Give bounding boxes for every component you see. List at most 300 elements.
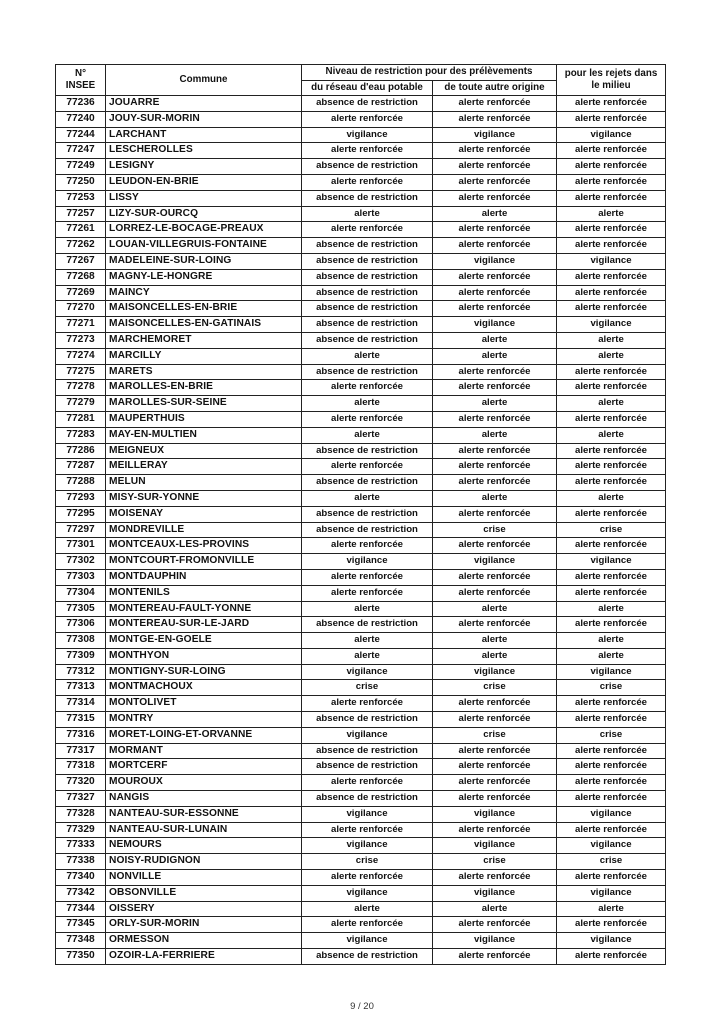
reseau-level-cell: alerte renforcée — [302, 538, 433, 554]
table-row — [56, 696, 666, 712]
table-row — [56, 633, 666, 649]
rejets-level-cell: alerte renforcée — [557, 96, 666, 112]
rejets-level-cell: alerte — [557, 601, 666, 617]
rejets-level-cell: alerte renforcée — [557, 569, 666, 585]
commune-name-cell: MOUROUX — [106, 775, 302, 791]
autre-level-cell: alerte renforcée — [433, 791, 557, 807]
commune-name-cell: MEIGNEUX — [106, 443, 302, 459]
insee-code-cell: 77287 — [56, 459, 106, 475]
commune-name-cell: MONTHYON — [106, 648, 302, 664]
insee-code-cell: 77315 — [56, 712, 106, 728]
reseau-level-cell: alerte renforcée — [302, 411, 433, 427]
commune-name-cell: OISSERY — [106, 901, 302, 917]
table-row — [56, 538, 666, 554]
table-row — [56, 269, 666, 285]
rejets-level-cell: alerte — [557, 206, 666, 222]
reseau-level-cell: alerte renforcée — [302, 775, 433, 791]
commune-name-cell: MONTEREAU-SUR-LE-JARD — [106, 617, 302, 633]
reseau-level-cell: vigilance — [302, 838, 433, 854]
insee-code-cell: 77316 — [56, 727, 106, 743]
rejets-level-cell: crise — [557, 854, 666, 870]
rejets-level-cell: vigilance — [557, 664, 666, 680]
commune-name-cell: LESCHEROLLES — [106, 143, 302, 159]
table-row — [56, 743, 666, 759]
rejets-level-cell: vigilance — [557, 127, 666, 143]
rejets-level-cell: alerte renforcée — [557, 506, 666, 522]
insee-code-cell: 77295 — [56, 506, 106, 522]
rejets-level-cell: alerte renforcée — [557, 364, 666, 380]
autre-level-cell: alerte — [433, 332, 557, 348]
insee-code-cell: 77305 — [56, 601, 106, 617]
commune-name-cell: MAINCY — [106, 285, 302, 301]
reseau-level-cell: absence de restriction — [302, 301, 433, 317]
table-row — [56, 791, 666, 807]
autre-level-cell: alerte — [433, 490, 557, 506]
rejets-level-cell: alerte renforcée — [557, 822, 666, 838]
rejets-level-cell: alerte — [557, 633, 666, 649]
table-row — [56, 759, 666, 775]
insee-code-cell: 77314 — [56, 696, 106, 712]
insee-code-cell: 77288 — [56, 475, 106, 491]
autre-level-cell: alerte — [433, 633, 557, 649]
autre-level-cell: alerte renforcée — [433, 917, 557, 933]
rejets-level-cell: alerte renforcée — [557, 380, 666, 396]
reseau-level-cell: alerte renforcée — [302, 585, 433, 601]
insee-code-cell: 77329 — [56, 822, 106, 838]
commune-name-cell: MONTGE-EN-GOELE — [106, 633, 302, 649]
insee-code-cell: 77348 — [56, 933, 106, 949]
autre-level-cell: vigilance — [433, 554, 557, 570]
autre-level-cell: alerte renforcée — [433, 111, 557, 127]
rejets-level-cell: alerte renforcée — [557, 301, 666, 317]
table-row — [56, 648, 666, 664]
reseau-level-cell: absence de restriction — [302, 269, 433, 285]
table-row — [56, 569, 666, 585]
autre-level-cell: alerte renforcée — [433, 696, 557, 712]
autre-level-cell: alerte renforcée — [433, 759, 557, 775]
rejets-level-cell: alerte renforcée — [557, 411, 666, 427]
table-row — [56, 838, 666, 854]
reseau-level-cell: alerte — [302, 633, 433, 649]
commune-name-cell: JOUY-SUR-MORIN — [106, 111, 302, 127]
autre-level-cell: vigilance — [433, 253, 557, 269]
reseau-level-cell: alerte renforcée — [302, 917, 433, 933]
insee-code-cell: 77257 — [56, 206, 106, 222]
reseau-level-cell: vigilance — [302, 127, 433, 143]
commune-name-cell: LESIGNY — [106, 159, 302, 175]
commune-name-cell: MARETS — [106, 364, 302, 380]
commune-name-cell: LORREZ-LE-BOCAGE-PREAUX — [106, 222, 302, 238]
table-row — [56, 854, 666, 870]
autre-level-cell: vigilance — [433, 885, 557, 901]
table-row — [56, 317, 666, 333]
autre-level-cell: alerte renforcée — [433, 269, 557, 285]
insee-code-cell: 77318 — [56, 759, 106, 775]
table-row — [56, 411, 666, 427]
insee-code-cell: 77267 — [56, 253, 106, 269]
autre-level-cell: alerte — [433, 348, 557, 364]
table-row — [56, 712, 666, 728]
rejets-level-cell: alerte renforcée — [557, 238, 666, 254]
insee-code-cell: 77308 — [56, 633, 106, 649]
table-row — [56, 96, 666, 112]
insee-code-cell: 77261 — [56, 222, 106, 238]
commune-name-cell: OZOIR-LA-FERRIERE — [106, 949, 302, 965]
rejets-level-cell: alerte renforcée — [557, 759, 666, 775]
autre-level-cell: alerte renforcée — [433, 870, 557, 886]
table-row — [56, 443, 666, 459]
insee-code-cell: 77281 — [56, 411, 106, 427]
autre-level-cell: alerte — [433, 601, 557, 617]
table-row — [56, 727, 666, 743]
insee-code-cell: 77317 — [56, 743, 106, 759]
insee-no-label: N° — [75, 68, 86, 79]
commune-name-cell: MORET-LOING-ET-ORVANNE — [106, 727, 302, 743]
insee-code-cell: 77297 — [56, 522, 106, 538]
reseau-level-cell: absence de restriction — [302, 475, 433, 491]
reseau-level-cell: alerte — [302, 206, 433, 222]
reseau-level-cell: absence de restriction — [302, 791, 433, 807]
autre-level-cell: vigilance — [433, 806, 557, 822]
autre-level-cell: alerte — [433, 206, 557, 222]
reseau-level-cell: absence de restriction — [302, 253, 433, 269]
insee-code-cell: 77271 — [56, 317, 106, 333]
insee-code-cell: 77303 — [56, 569, 106, 585]
reseau-level-cell: alerte renforcée — [302, 111, 433, 127]
insee-code-cell: 77274 — [56, 348, 106, 364]
rejets-level-cell: alerte renforcée — [557, 443, 666, 459]
reseau-level-cell: alerte renforcée — [302, 459, 433, 475]
autre-level-cell: alerte — [433, 396, 557, 412]
autre-level-cell: alerte renforcée — [433, 190, 557, 206]
rejets-level-cell: alerte renforcée — [557, 222, 666, 238]
rejets-level-cell: alerte renforcée — [557, 585, 666, 601]
reseau-level-cell: alerte — [302, 348, 433, 364]
autre-level-cell: alerte renforcée — [433, 174, 557, 190]
commune-name-cell: MARCHEMORET — [106, 332, 302, 348]
reseau-level-cell: absence de restriction — [302, 317, 433, 333]
rejets-level-cell: alerte renforcée — [557, 696, 666, 712]
reseau-level-cell: alerte renforcée — [302, 174, 433, 190]
commune-name-cell: NANTEAU-SUR-LUNAIN — [106, 822, 302, 838]
rejets-level-cell: alerte renforcée — [557, 111, 666, 127]
table-row — [56, 506, 666, 522]
table-row — [56, 348, 666, 364]
niveau-header: Niveau de restriction pour des prélèvements — [302, 65, 557, 81]
table-row — [56, 822, 666, 838]
autre-level-cell: vigilance — [433, 933, 557, 949]
autre-level-cell: crise — [433, 854, 557, 870]
insee-code-cell: 77293 — [56, 490, 106, 506]
reseau-level-cell: absence de restriction — [302, 506, 433, 522]
insee-code-cell: 77342 — [56, 885, 106, 901]
rejets-level-cell: vigilance — [557, 806, 666, 822]
table-row — [56, 475, 666, 491]
table-row — [56, 159, 666, 175]
commune-name-cell: MONTCOURT-FROMONVILLE — [106, 554, 302, 570]
reseau-level-cell: alerte renforcée — [302, 870, 433, 886]
commune-name-cell: MAISONCELLES-EN-BRIE — [106, 301, 302, 317]
reseau-level-cell: absence de restriction — [302, 617, 433, 633]
autre-level-cell: alerte renforcée — [433, 301, 557, 317]
rejets-level-cell: alerte — [557, 427, 666, 443]
rejets-level-cell: alerte renforcée — [557, 791, 666, 807]
autre-level-cell: alerte renforcée — [433, 712, 557, 728]
insee-code-cell: 77350 — [56, 949, 106, 965]
autre-level-cell: alerte — [433, 648, 557, 664]
rejets-level-cell: alerte renforcée — [557, 870, 666, 886]
table-row — [56, 253, 666, 269]
insee-code-cell: 77345 — [56, 917, 106, 933]
table-row — [56, 301, 666, 317]
table-row — [56, 206, 666, 222]
rejets-level-cell: alerte renforcée — [557, 917, 666, 933]
insee-code-cell: 77236 — [56, 96, 106, 112]
table-row — [56, 222, 666, 238]
autre-level-cell: vigilance — [433, 127, 557, 143]
commune-name-cell: MORMANT — [106, 743, 302, 759]
autre-level-cell: alerte renforcée — [433, 143, 557, 159]
commune-name-cell: MONTRY — [106, 712, 302, 728]
reseau-level-cell: absence de restriction — [302, 443, 433, 459]
rejets-level-cell: alerte — [557, 901, 666, 917]
autre-level-cell: alerte renforcée — [433, 459, 557, 475]
table-body — [56, 96, 666, 965]
reseau-level-cell: crise — [302, 854, 433, 870]
commune-name-cell: MELUN — [106, 475, 302, 491]
autre-level-cell: vigilance — [433, 317, 557, 333]
reseau-level-cell: alerte — [302, 601, 433, 617]
insee-label: INSEE — [65, 80, 96, 91]
rejets-header-label: pour les rejets dans le milieu — [564, 68, 658, 91]
reseau-level-cell: vigilance — [302, 664, 433, 680]
insee-code-cell: 77302 — [56, 554, 106, 570]
reseau-level-cell: crise — [302, 680, 433, 696]
insee-code-cell: 77250 — [56, 174, 106, 190]
reseau-level-cell: absence de restriction — [302, 712, 433, 728]
table-row — [56, 617, 666, 633]
reseau-level-cell: alerte renforcée — [302, 222, 433, 238]
rejets-level-cell: alerte — [557, 396, 666, 412]
table-row — [56, 917, 666, 933]
commune-name-cell: MONDREVILLE — [106, 522, 302, 538]
reseau-level-cell: alerte — [302, 901, 433, 917]
reseau-level-cell: absence de restriction — [302, 364, 433, 380]
insee-code-cell: 77253 — [56, 190, 106, 206]
autre-level-cell: vigilance — [433, 838, 557, 854]
table-row — [56, 127, 666, 143]
rejets-level-cell: crise — [557, 727, 666, 743]
reseau-level-cell: absence de restriction — [302, 190, 433, 206]
autre-level-cell: alerte renforcée — [433, 569, 557, 585]
table-row — [56, 490, 666, 506]
rejets-level-cell: vigilance — [557, 253, 666, 269]
table-row — [56, 901, 666, 917]
commune-name-cell: MONTIGNY-SUR-LOING — [106, 664, 302, 680]
commune-name-cell: NANTEAU-SUR-ESSONNE — [106, 806, 302, 822]
reseau-level-cell: alerte renforcée — [302, 696, 433, 712]
commune-name-cell: LOUAN-VILLEGRUIS-FONTAINE — [106, 238, 302, 254]
autre-level-cell: alerte renforcée — [433, 411, 557, 427]
insee-code-cell: 77338 — [56, 854, 106, 870]
reseau-level-cell: alerte renforcée — [302, 822, 433, 838]
autre-header: de toute autre origine — [433, 80, 557, 96]
reseau-level-cell: absence de restriction — [302, 743, 433, 759]
table-header — [56, 65, 666, 96]
commune-name-cell: MISY-SUR-YONNE — [106, 490, 302, 506]
insee-code-cell: 77269 — [56, 285, 106, 301]
insee-code-cell: 77275 — [56, 364, 106, 380]
commune-name-cell: JOUARRE — [106, 96, 302, 112]
autre-level-cell: alerte renforcée — [433, 617, 557, 633]
commune-name-cell: MONTDAUPHIN — [106, 569, 302, 585]
commune-name-cell: MARCILLY — [106, 348, 302, 364]
insee-code-cell: 77327 — [56, 791, 106, 807]
restriction-table — [55, 64, 666, 965]
commune-name-cell: MAROLLES-EN-BRIE — [106, 380, 302, 396]
rejets-level-cell: alerte — [557, 348, 666, 364]
commune-name-cell: MAUPERTHUIS — [106, 411, 302, 427]
commune-name-cell: NOISY-RUDIGNON — [106, 854, 302, 870]
reseau-level-cell: alerte — [302, 490, 433, 506]
commune-name-cell: MONTEREAU-FAULT-YONNE — [106, 601, 302, 617]
commune-name-cell: ORLY-SUR-MORIN — [106, 917, 302, 933]
table-row — [56, 933, 666, 949]
commune-name-cell: MAISONCELLES-EN-GATINAIS — [106, 317, 302, 333]
table-row — [56, 380, 666, 396]
reseau-level-cell: absence de restriction — [302, 238, 433, 254]
autre-level-cell: alerte renforcée — [433, 538, 557, 554]
commune-name-cell: MOISENAY — [106, 506, 302, 522]
reseau-level-cell: vigilance — [302, 554, 433, 570]
reseau-level-cell: alerte renforcée — [302, 569, 433, 585]
autre-level-cell: alerte renforcée — [433, 475, 557, 491]
commune-name-cell: LISSY — [106, 190, 302, 206]
table-row — [56, 111, 666, 127]
reseau-level-cell: absence de restriction — [302, 159, 433, 175]
rejets-level-cell: alerte renforcée — [557, 159, 666, 175]
commune-name-cell: MONTENILS — [106, 585, 302, 601]
table-row — [56, 585, 666, 601]
insee-code-cell: 77306 — [56, 617, 106, 633]
reseau-level-cell: alerte — [302, 396, 433, 412]
autre-level-cell: alerte renforcée — [433, 238, 557, 254]
rejets-level-cell: crise — [557, 522, 666, 538]
autre-level-cell: vigilance — [433, 664, 557, 680]
insee-code-cell: 77279 — [56, 396, 106, 412]
autre-level-cell: alerte renforcée — [433, 364, 557, 380]
reseau-level-cell: alerte — [302, 427, 433, 443]
reseau-level-cell: vigilance — [302, 806, 433, 822]
rejets-level-cell: alerte renforcée — [557, 538, 666, 554]
insee-code-cell: 77247 — [56, 143, 106, 159]
insee-code-cell: 77301 — [56, 538, 106, 554]
autre-level-cell: alerte renforcée — [433, 96, 557, 112]
insee-code-cell: 77283 — [56, 427, 106, 443]
autre-level-cell: crise — [433, 522, 557, 538]
table-row — [56, 806, 666, 822]
commune-name-cell: LIZY-SUR-OURCQ — [106, 206, 302, 222]
rejets-level-cell: alerte renforcée — [557, 285, 666, 301]
autre-level-cell: alerte renforcée — [433, 285, 557, 301]
rejets-level-cell: alerte renforcée — [557, 459, 666, 475]
autre-level-cell: alerte renforcée — [433, 743, 557, 759]
commune-name-cell: MORTCERF — [106, 759, 302, 775]
rejets-level-cell: crise — [557, 680, 666, 696]
insee-code-cell: 77304 — [56, 585, 106, 601]
rejets-level-cell: vigilance — [557, 838, 666, 854]
reseau-level-cell: absence de restriction — [302, 522, 433, 538]
restriction-table-page — [55, 64, 665, 965]
table-row — [56, 664, 666, 680]
insee-header — [56, 65, 106, 96]
commune-name-cell: MAY-EN-MULTIEN — [106, 427, 302, 443]
insee-code-cell: 77249 — [56, 159, 106, 175]
insee-code-cell: 77240 — [56, 111, 106, 127]
table-row — [56, 190, 666, 206]
table-row — [56, 238, 666, 254]
reseau-level-cell: absence de restriction — [302, 332, 433, 348]
rejets-level-cell: alerte renforcée — [557, 949, 666, 965]
autre-level-cell: alerte renforcée — [433, 585, 557, 601]
reseau-level-cell: absence de restriction — [302, 759, 433, 775]
autre-level-cell: alerte renforcée — [433, 822, 557, 838]
rejets-level-cell: alerte renforcée — [557, 269, 666, 285]
table-row — [56, 885, 666, 901]
insee-code-cell: 77340 — [56, 870, 106, 886]
insee-code-cell: 77262 — [56, 238, 106, 254]
table-row — [56, 554, 666, 570]
reseau-level-cell: absence de restriction — [302, 949, 433, 965]
autre-level-cell: alerte renforcée — [433, 159, 557, 175]
autre-level-cell: alerte renforcée — [433, 222, 557, 238]
table-row — [56, 364, 666, 380]
insee-code-cell: 77244 — [56, 127, 106, 143]
table-row — [56, 601, 666, 617]
commune-name-cell: MAGNY-LE-HONGRE — [106, 269, 302, 285]
rejets-level-cell: alerte — [557, 332, 666, 348]
table-row — [56, 680, 666, 696]
reseau-level-cell: vigilance — [302, 727, 433, 743]
commune-name-cell: MONTMACHOUX — [106, 680, 302, 696]
table-row — [56, 949, 666, 965]
rejets-level-cell: alerte — [557, 648, 666, 664]
commune-name-cell: MADELEINE-SUR-LOING — [106, 253, 302, 269]
autre-level-cell: alerte renforcée — [433, 949, 557, 965]
commune-name-cell: NONVILLE — [106, 870, 302, 886]
insee-code-cell: 77312 — [56, 664, 106, 680]
rejets-level-cell: alerte renforcée — [557, 775, 666, 791]
reseau-level-cell: vigilance — [302, 885, 433, 901]
rejets-level-cell: vigilance — [557, 317, 666, 333]
commune-name-cell: NEMOURS — [106, 838, 302, 854]
autre-level-cell: alerte renforcée — [433, 506, 557, 522]
rejets-level-cell: alerte renforcée — [557, 174, 666, 190]
table-row — [56, 870, 666, 886]
commune-name-cell: MEILLERAY — [106, 459, 302, 475]
insee-code-cell: 77309 — [56, 648, 106, 664]
commune-name-cell: MONTOLIVET — [106, 696, 302, 712]
insee-code-cell: 77333 — [56, 838, 106, 854]
rejets-level-cell: alerte renforcée — [557, 617, 666, 633]
table-row — [56, 332, 666, 348]
reseau-level-cell: alerte — [302, 648, 433, 664]
insee-code-cell: 77313 — [56, 680, 106, 696]
reseau-level-cell: alerte renforcée — [302, 143, 433, 159]
rejets-level-cell: vigilance — [557, 885, 666, 901]
reseau-level-cell: absence de restriction — [302, 285, 433, 301]
insee-code-cell: 77268 — [56, 269, 106, 285]
